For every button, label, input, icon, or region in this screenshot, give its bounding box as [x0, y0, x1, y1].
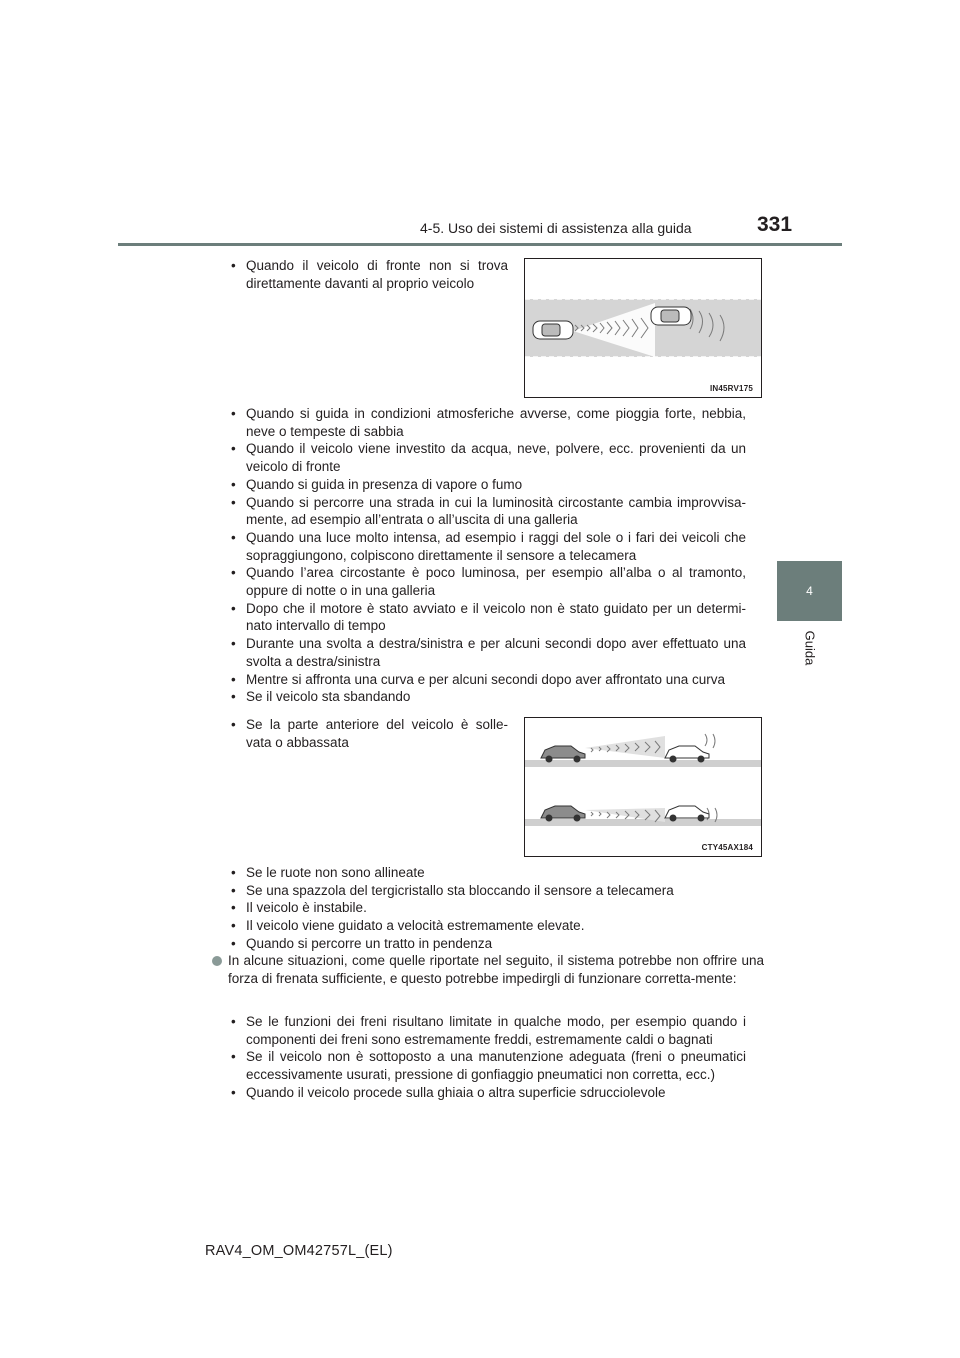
- list-item: • Se una spazzola del tergicristallo sta bloccando il sensore a telecamera: [228, 882, 746, 900]
- list-item: • Quando una luce molto intensa, ad esempio i raggi del sole o i fari dei veicoli che sopraggiungono, colpiscono direttamente il sensore a telecamera: [228, 529, 746, 564]
- front-car-top: [665, 746, 709, 762]
- list-item: • Quando l’area circostante è poco luminosa, per esempio all’alba o al tramonto, oppure di notte o in una galleria: [228, 564, 746, 599]
- list-item: • Il veicolo è instabile.: [228, 899, 746, 917]
- figure-vehicle-offset: [524, 258, 762, 398]
- own-car-raised: [541, 746, 585, 762]
- front-car: [651, 307, 691, 325]
- figure-code: CTY45AX184: [701, 843, 753, 852]
- list-item: • Quando si guida in presenza di vapore o fumo: [228, 476, 746, 494]
- list-item: • Se le funzioni dei freni risultano limitate in qualche modo, per esempio quando i componenti dei freni sono estremamente freddi, estremamente caldi o bagnati: [228, 1013, 746, 1048]
- list-item: • Se la parte anteriore del veicolo è solle-vata o abbassata: [228, 716, 508, 751]
- braking-bullet-list: [228, 1013, 746, 1102]
- page-number: 331: [757, 213, 793, 236]
- chapter-label-text: Guida: [802, 630, 818, 666]
- lower-bullet-list: [228, 864, 746, 953]
- bullet-dot-icon: [212, 956, 222, 966]
- list-item: • Se le ruote non sono allineate: [228, 864, 746, 882]
- figure-illustration-1: [525, 259, 761, 397]
- list-item: • Se il veicolo sta sbandando: [228, 688, 746, 706]
- main-paragraph: [210, 952, 764, 988]
- list-item: • Quando il veicolo procede sulla ghiaia o altra superficie sdrucciolevole: [228, 1084, 746, 1102]
- figure-illustration-2: [525, 718, 761, 856]
- list-item: • Dopo che il motore è stato avviato e il veicolo non è stato guidato per un determi-nato intervallo di tempo: [228, 600, 746, 635]
- list-item: • Quando si guida in condizioni atmosferiche avverse, come pioggia forte, nebbia, neve o tempeste di sabbia: [228, 405, 746, 440]
- conditions-bullet-list: [228, 405, 746, 706]
- front-car-bottom: [665, 806, 709, 821]
- chapter-tab: 4: [777, 561, 842, 621]
- list-item: • Quando il veicolo viene investito da acqua, neve, polvere, ecc. provenienti da un veicolo di fronte: [228, 440, 746, 475]
- list-item: • Quando il veicolo di fronte non si trova direttamente davanti al proprio veicolo: [228, 257, 508, 292]
- document-code: RAV4_OM_OM42757L_(EL): [205, 1243, 393, 1259]
- figure2-bullet-list: [228, 716, 508, 751]
- figure-code: IN45RV175: [709, 384, 753, 393]
- top-bullet-list: [228, 257, 508, 292]
- own-car: [533, 321, 573, 339]
- main-paragraph-text: In alcune situazioni, come quelle riportate nel seguito, il sistema potrebbe non offrire una forza di frenata sufficiente, e questo potrebbe impedirgli di funzionare corretta-mente:: [228, 953, 764, 986]
- list-item: • Quando si percorre un tratto in pendenza: [228, 935, 746, 953]
- list-item: • Quando si percorre una strada in cui la luminosità circostante cambia improvvisa-mente, ad esempio all’entrata o all’uscita di una galleria: [228, 494, 746, 529]
- figure-vehicle-pitch: [524, 717, 762, 857]
- section-title: 4-5. Uso dei sistemi di assistenza alla guida: [420, 220, 692, 236]
- chapter-label: [780, 628, 840, 668]
- list-item: • Se il veicolo non è sottoposto a una manutenzione adeguata (freni o pneumatici eccessivamente usurati, pressione di gonfiaggio pneumatici non corretta, ecc.): [228, 1048, 746, 1083]
- list-item: • Il veicolo viene guidato a velocità estremamente elevate.: [228, 917, 746, 935]
- list-item: • Durante una svolta a destra/sinistra e per alcuni secondi dopo aver effettuato una svolta a destra/sinistra: [228, 635, 746, 670]
- list-item: • Mentre si affronta una curva e per alcuni secondi dopo aver affrontato una curva: [228, 671, 746, 689]
- header-rule: [118, 243, 842, 246]
- own-car-lowered: [541, 806, 585, 821]
